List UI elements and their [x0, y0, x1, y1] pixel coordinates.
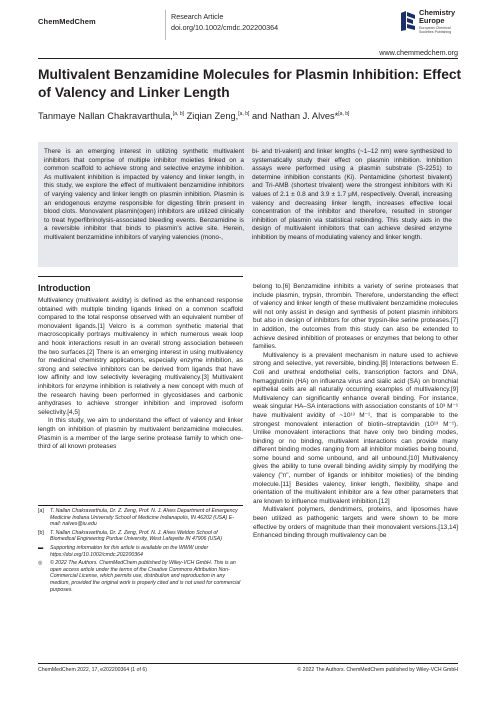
open-access-icon: ◎ — [38, 560, 43, 567]
introduction-heading: Introduction — [38, 283, 91, 293]
article-type: Research Article — [171, 12, 224, 21]
right-paragraph-1: belong to.[6] Benzamidine inhibits a variety of serine proteases that include plasmin, trypsin, thrombin. Therefore, understanding the effect of valency and linker length of these multivalent benzamidine molecules will not only assist in design and synthesis of potent plasmin inhibitors but also in design of inhibitors for other trypsin-like serine proteases.[7] In addition, the outcomes from this study can also be extended to achieve desired inhibition of proteases or enzymes that belong to other families. — [253, 283, 458, 351]
right-paragraph-3: Multivalent polymers, dendrimers, proteins, and liposomes have been utilized as pathogenic targets and were shown to be more effective by orders of magnitude than their monovalent versions.[13,14] Enhanced binding through multivalency can be — [253, 506, 458, 540]
affiliation-a — [38, 508, 243, 528]
affiliation-a-tag: [a] — [38, 508, 44, 514]
affiliation-b-text: T. Nallan Chakravarthula, Dr. Z. Zeng, Prof. N. J. Alves Weldon School of Biomedical Engineering Purdue University, West Lafayette IN 47906 (USA) — [50, 529, 222, 543]
affiliation-rule — [38, 505, 243, 506]
logo-line-1: Chemistry — [419, 8, 456, 17]
chemistry-europe-logo-icon — [400, 10, 416, 32]
logo-line-3: European Chemical Societies Publishing — [419, 26, 452, 34]
logo-line-2: Europe — [419, 16, 445, 25]
author-1-affiliation: [a, b] — [172, 111, 184, 117]
author-2-affiliation: [a, b] — [238, 111, 250, 117]
article-title: Multivalent Benzamidine Molecules for Plasmin Inhibition: Effect of Valency and Linker Length — [38, 67, 462, 100]
footer-citation: ChemMedChem 2022, 17, e202200364 (1 of 6) — [38, 667, 148, 673]
supporting-info-text: Supporting information for this article is available on the WWW under https://doi.org/10.1002/cmdc.202200364 — [50, 544, 209, 558]
footer-rule — [38, 663, 458, 664]
right-column — [253, 283, 458, 541]
author-2[interactable]: Ziqian Zeng, — [184, 111, 239, 122]
header-divider — [165, 10, 166, 40]
supporting-info[interactable] — [38, 545, 243, 558]
header-rule — [38, 58, 458, 59]
affiliation-b-tag: [b] — [38, 529, 44, 536]
right-paragraph-2: Multivalency is a prevalent mechanism in nature used to achieve strong and selective, yet reversible, binding.[8] Interactions between E. Coli and urethral endothelial cells, transcription factors and DNA, hemagglutinin (HA) on influenza virus and sialic acid (SA) on bronchial epithelial cells are all naturally occurring examples of multivalency.[9] Multivalency can significantly enhance overall binding. For instance, weak singular HA–SA interactions with association constants of 10³ M⁻¹ have multivalent avidity of ~10¹³ M⁻¹, that is comparable to the strongest monovalent interaction of biotin–streptavidin (10¹³ M⁻¹). Unlike monovalent interactions that have only two binding modes, binding or no binding, multivalent interactions can provide many different binding modes ranging from all inhibitor moieties being bound, some bound and some unbound, and all unbound.[10] Multivalency gives the ability to tune overall binding avidity simply by modifying the valency ("n", number of ligands or inhibitor moieties) of the binding molecule.[11] Besides valency, linker length, flexibility, shape and orientation of the multivalent inhibitor are a few other parameters that are known to influence multivalent inhibition.[12] — [253, 351, 458, 505]
abstract-left-column: There is an emerging interest in utilizing synthetic multivalent inhibitors that comprise of multiple inhibitor moieties linked on a common scaffold to achieve strong and selective enzyme inhibition. As multivalent inhibition is impacted by valency and linker length, in this study, we explore the effect of multivalent benzamidine inhibitors of varying valency and linker length on plasmin inhibition. Plasmin is an endogenous enzyme responsible for digesting fibrin present in blood clots. Monovalent plasmin(ogen) inhibitors are utilized clinically to treat hyperfibrinolysis-associated bleeding events. Benzamidine is a reversible inhibitor that binds to plasmin's active site. Herein, multivalent benzamidine inhibitors of varying valencies (mono-, — [44, 148, 244, 241]
left-column — [38, 297, 243, 452]
affiliation-a-text: T. Nallan Chakravarthula, Dr. Z. Zeng, Prof. N. J. Alves Department of Emergency Medicine Indiana University School of Medicine Indianapolis, IN 46202 (USA) E-mail: nalves@iu.edu — [50, 508, 238, 528]
affiliations — [38, 508, 243, 593]
copyright-text: © 2022 The Authors. ChemMedChem published by Wiley-VCH GmbH. This is an open access article under the terms of the Creative Commons Attribution Non-Commercial License, which permits use, distribution and reproduction in any medium, provided the original work is properly cited and is not used for commercial purposes. — [50, 560, 241, 593]
chemistry-europe-logo[interactable] — [400, 8, 490, 38]
footer-copyright: © 2022 The Authors. ChemMedChem published by Wiley-VCH GmbH — [297, 667, 458, 673]
author-1[interactable]: Tanmaye Nallan Chakravarthula, — [38, 111, 173, 122]
affiliation-b — [38, 530, 243, 543]
website-link[interactable]: www.chemmedchem.org — [379, 48, 458, 57]
author-list — [38, 108, 349, 122]
intro-rule — [38, 276, 243, 277]
intro-paragraph-2: In this study, we aim to understand the effect of valency and linker length on inhibition of plasmin by multivalent benzamidine molecules. Plasmin is a member of the large serine protease family to which one-third of all known proteases — [38, 417, 243, 451]
intro-paragraph-1: Multivalency (multivalent avidity) is defined as the enhanced response obtained with multiple binding ligands linked on a common scaffold compared to the total response observed with an equivalent number of monovalent ligands.[1] Velcro is a common synthetic material that macroscopically portrays multivalency in which numerous weak loop and hook interactions result in an overall strong association between the two surfaces.[2] There is an emerging interest in using multivalency for medicinal chemistry applications, especially enzyme inhibition, as strong and selective inhibitors can be derived from ligands that have low affinity and low selectivity leveraging multivalency.[3] Multivalent inhibitors for enzyme inhibition is relatively a new concept with much of the research having been performed in glycosidases and carbonic anhydrases to achieve stronger inhibition and improved isoform selectivity.[4,5] — [38, 297, 243, 416]
abstract-box — [38, 142, 458, 267]
copyright-notice — [38, 560, 243, 593]
journal-name: ChemMedChem — [38, 17, 96, 26]
author-3[interactable]: and Nathan J. Alves* — [249, 111, 339, 122]
supporting-info-icon: ▬ — [38, 544, 44, 551]
author-3-affiliation: [a, b] — [338, 111, 350, 117]
doi-link[interactable]: doi.org/10.1002/cmdc.202200364 — [171, 23, 279, 32]
abstract-right-column: bi- and tri-valent) and linker lengths (~1–12 nm) were synthesized to systematically study their effect on plasmin inhibition. Inhibition assays were performed using a plasmin substrate (S-2251) to determine inhibition constants (Ki). Pentamidine (shortest bivalent) and Tri-AMB (shortest trivalent) were the strongest inhibitors with Ki values of 2.1 ± 0.8 and 3.9 ± 1.7 μM, respectively. Overall, increasing valency and decreasing linker length, increases effective local concentration of the inhibitor and therefore, resulted in stronger inhibition of plasmin via statistical rebinding. This study aids in the design of multivalent inhibitors that can achieve desired enzyme inhibition by means of modulating valency and linker length. — [252, 148, 452, 241]
